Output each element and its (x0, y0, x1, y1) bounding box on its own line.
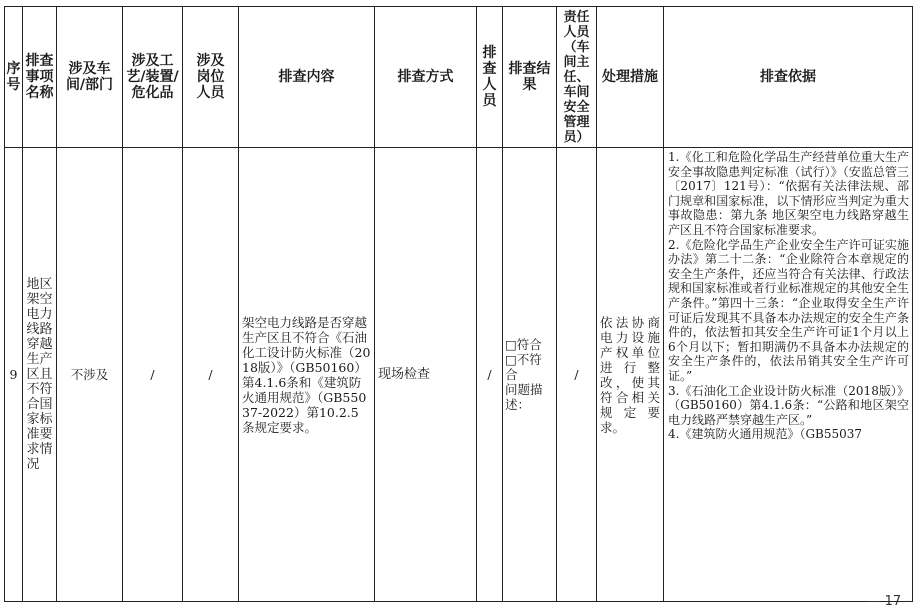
result-description-label: 问题描述： (505, 382, 543, 412)
row-workshop: 不涉及 (57, 148, 123, 602)
result-compliant-checkbox[interactable]: □符合 (505, 337, 542, 352)
row-measures: 依法协商电力设施产权单位进行整改，使其符合相关规定要求。 (597, 148, 664, 602)
header-content: 排查内容 (239, 7, 375, 148)
header-number: 序号 (5, 7, 23, 148)
row-item-name: 地区架空电力线路穿越生产区且不符合国家标准要求情况 (23, 148, 57, 602)
header-item-name: 排查事项名称 (23, 7, 57, 148)
basis-item: 3.《石油化工企业设计防火标准（2018版）》（GB50160）第4.1.6条：“公路和地区架空电力线路严禁穿越生产区。” (668, 383, 909, 427)
row-result (503, 148, 557, 602)
header-measures: 处理措施 (597, 7, 664, 148)
header-position: 涉及岗位人员 (183, 7, 239, 148)
row-position: / (183, 148, 239, 602)
row-process: / (123, 148, 183, 602)
row-responsible: / (557, 148, 597, 602)
row-method: 现场检查 (375, 148, 477, 602)
row-number: 9 (5, 148, 23, 602)
header-method: 排查方式 (375, 7, 477, 148)
basis-item: 2.《危险化学品生产企业安全生产许可证实施办法》第二十二条：“企业除符合本章规定的安全生产条件，还应当符合有关法律、行政法规和国家标准或者行业标准规定的其他安全生产条件。”第四十三条：“企业取得安全生产许可证后发现其不具备本办法规定的安全生产条件的，依法暂扣其安全生产许可证1个月以上6个月以下；暂扣期满仍不具备本办法规定的安全生产条件的，依法吊销其安全生产许可证。” (668, 237, 909, 383)
row-basis (664, 148, 913, 602)
header-responsible: 责任人员（车间主任、车间安全管理员） (557, 7, 597, 148)
header-process: 涉及工艺/装置/危化品 (123, 7, 183, 148)
page-number: — 17 - (867, 594, 910, 609)
table-row (5, 148, 913, 602)
basis-item: 1.《化工和危险化学品生产经营单位重大生产安全事故隐患判定标准（试行）》（安监总管三〔2017〕121号）：“依据有关法律法规、部门规章和国家标准，以下情形应当判定为重大事故隐患：第九条 地区架空电力线路穿越生产区且不符合国家标准要求。 (668, 150, 909, 237)
inspection-table (4, 6, 913, 602)
header-row (5, 7, 913, 148)
row-content: 架空电力线路是否穿越生产区且不符合《石油化工设计防火标准（2018版）》（GB50160）第4.1.6条和《建筑防火通用规范》（GB55037-2022）第10.2.5条规定要求。 (239, 148, 375, 602)
row-inspector: / (477, 148, 503, 602)
result-noncompliant-checkbox[interactable]: □不符合 (505, 352, 542, 382)
basis-item: 4.《建筑防火通用规范》（GB55037 (668, 427, 863, 442)
header-workshop: 涉及车间/部门 (57, 7, 123, 148)
header-result: 排查结果 (503, 7, 557, 148)
header-basis: 排查依据 (664, 7, 913, 148)
header-inspector: 排查人员 (477, 7, 503, 148)
